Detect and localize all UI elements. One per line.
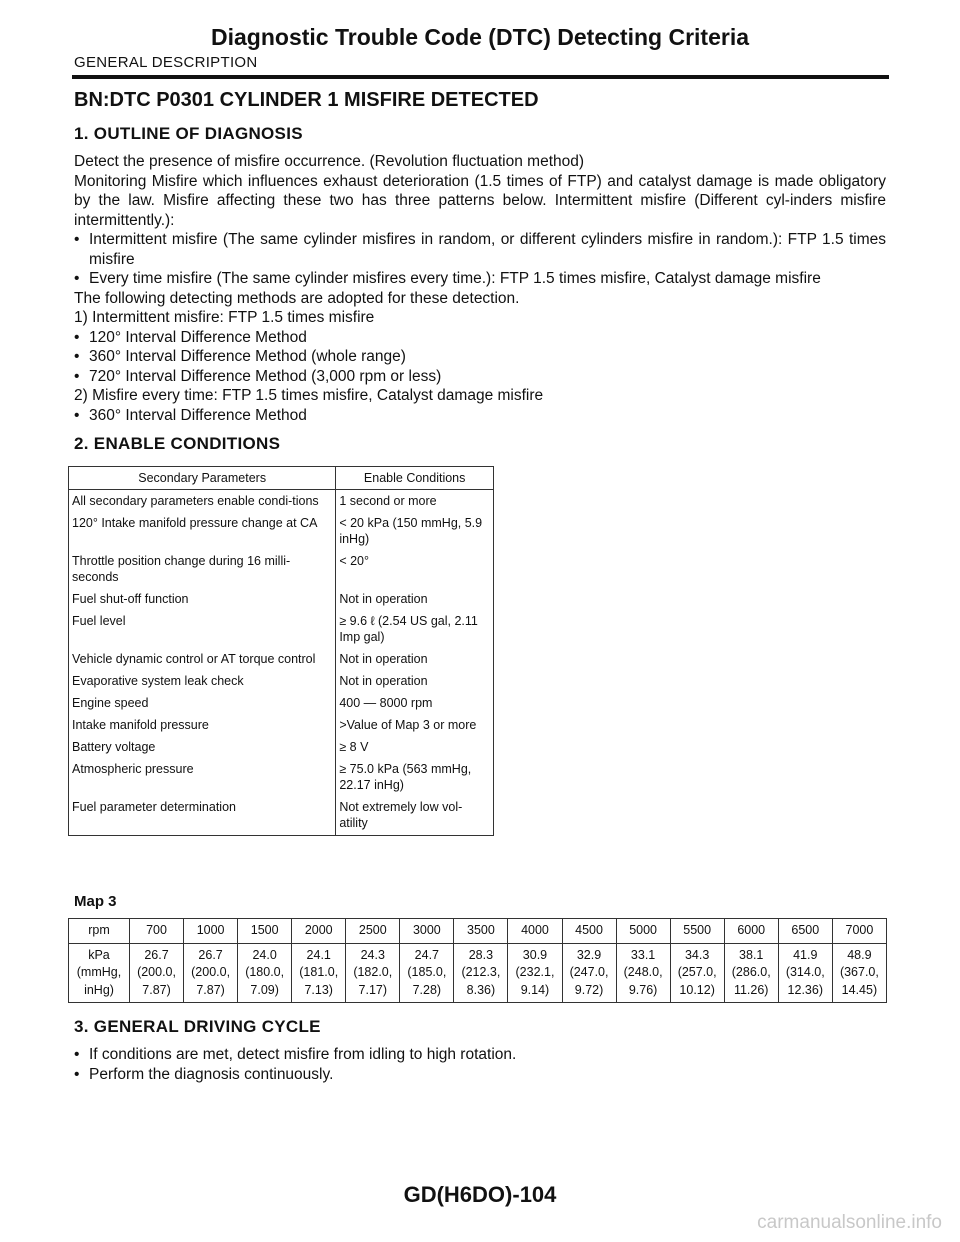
map3-rpm-cell: 7000: [832, 919, 886, 944]
map3-kpa-cell: 24.0 (180.0, 7.09): [238, 943, 292, 1003]
enable-row: [69, 551, 494, 589]
enable-param-cell: All secondary parameters enable condi-tions: [69, 490, 336, 514]
map3-rpm-row: [69, 919, 887, 944]
map3-label: Map 3: [74, 893, 117, 910]
enable-condition-cell: < 20°: [336, 551, 494, 589]
outline-bullet: [74, 269, 886, 289]
enable-param-cell: Vehicle dynamic control or AT torque control: [69, 649, 336, 671]
enable-row: [69, 737, 494, 759]
enable-param-cell: Fuel parameter determination: [69, 797, 336, 836]
outline-heading: 1. OUTLINE OF DIAGNOSIS: [74, 124, 303, 143]
bullet-dot: •: [74, 328, 80, 346]
map3-rpm-cell: 2500: [346, 919, 400, 944]
map3-rpm-cell: 1500: [238, 919, 292, 944]
enable-row: [69, 797, 494, 836]
map3-kpa-cell: 26.7 (200.0, 7.87): [130, 943, 184, 1003]
map3-kpa-row: [69, 943, 887, 1003]
dtc-title: BN:DTC P0301 CYLINDER 1 MISFIRE DETECTED: [74, 89, 539, 111]
enable-row: [69, 759, 494, 797]
enable-param-cell: 120° Intake manifold pressure change at CA: [69, 513, 336, 551]
enable-condition-cell: Not in operation: [336, 649, 494, 671]
map3-kpa-cell: 33.1 (248.0, 9.76): [616, 943, 670, 1003]
outline-paragraph: Monitoring Misfire which influences exhaust deterioration (1.5 times of FTP) and catalyst damage is made obligatory by the law. Misfire affecting these two has three patterns below. Intermittent misfire (Different cyl-inders misfire intermittently.):: [74, 172, 886, 229]
outline-paragraph: Detect the presence of misfire occurrence. (Revolution fluctuation method): [74, 153, 585, 170]
map3-rpm-cell: 3500: [454, 919, 508, 944]
enable-condition-cell: 400 — 8000 rpm: [336, 693, 494, 715]
driving-cycle-body: [74, 1045, 886, 1084]
bullet-dot: •: [74, 270, 80, 287]
enable-row: [69, 490, 494, 514]
map3-kpa-cell: 30.9 (232.1, 9.14): [508, 943, 562, 1003]
map3-kpa-cell: 24.1 (181.0, 7.13): [292, 943, 346, 1003]
map3-rpm-cell: 4000: [508, 919, 562, 944]
outline-bullet: [74, 406, 886, 426]
enable-param-cell: Fuel level: [69, 611, 336, 649]
enable-param-cell: Engine speed: [69, 693, 336, 715]
map3-kpa-cell: 28.3 (212.3, 8.36): [454, 943, 508, 1003]
outline-paragraph: 2) Misfire every time: FTP 1.5 times misfire, Catalyst damage misfire: [74, 387, 544, 404]
enable-condition-cell: ≥ 75.0 kPa (563 mmHg, 22.17 inHg): [336, 759, 494, 797]
map3-table: [68, 918, 887, 1003]
enable-param-cell: Atmospheric pressure: [69, 759, 336, 797]
map3-rpm-cell: 4500: [562, 919, 616, 944]
map3-rpm-label: rpm: [69, 919, 130, 944]
outline-bullet-text: Intermittent misfire (The same cylinder misfires in random, or different cylinders misfire in random.): FTP 1.5 times misfire: [89, 231, 886, 268]
bullet-dot: •: [74, 1046, 80, 1063]
driving-cycle-bullet-text: If conditions are met, detect misfire from idling to high rotation.: [89, 1046, 517, 1063]
driving-cycle-bullet: [74, 1045, 886, 1065]
driving-cycle-heading: 3. GENERAL DRIVING CYCLE: [74, 1017, 321, 1036]
outline-body: [74, 152, 886, 425]
bullet-dot: •: [74, 1065, 80, 1083]
enable-condition-cell: Not in operation: [336, 671, 494, 693]
map3-kpa-cell: 24.3 (182.0, 7.17): [346, 943, 400, 1003]
outline-bullet-text: 360° Interval Difference Method (whole range): [89, 348, 406, 365]
map3-rpm-cell: 700: [130, 919, 184, 944]
bullet-dot: •: [74, 348, 80, 365]
map3-kpa-cell: 24.7 (185.0, 7.28): [400, 943, 454, 1003]
outline-bullet-text: 120° Interval Difference Method: [89, 328, 307, 346]
enable-row: [69, 611, 494, 649]
enable-row: [69, 589, 494, 611]
outline-paragraph: The following detecting methods are adopted for these detection.: [74, 289, 520, 307]
map3-rpm-cell: 6500: [778, 919, 832, 944]
map3-kpa-label: kPa (mmHg, inHg): [69, 943, 130, 1003]
map3-rpm-cell: 1000: [184, 919, 238, 944]
enable-condition-cell: 1 second or more: [336, 490, 494, 514]
map3-kpa-cell: 41.9 (314.0, 12.36): [778, 943, 832, 1003]
page-header-title: Diagnostic Trouble Code (DTC) Detecting Criteria: [211, 24, 749, 50]
map3-kpa-cell: 32.9 (247.0, 9.72): [562, 943, 616, 1003]
driving-cycle-bullet: [74, 1065, 886, 1085]
outline-bullet-text: 720° Interval Difference Method (3,000 rpm or less): [89, 367, 442, 385]
map3-rpm-cell: 2000: [292, 919, 346, 944]
enable-param-cell: Battery voltage: [69, 737, 336, 759]
map3-rpm-cell: 5000: [616, 919, 670, 944]
enable-param-cell: Evaporative system leak check: [69, 671, 336, 693]
enable-param-cell: Intake manifold pressure: [69, 715, 336, 737]
enable-condition-cell: < 20 kPa (150 mmHg, 5.9 inHg): [336, 513, 494, 551]
outline-bullet-text: Every time misfire (The same cylinder misfires every time.): FTP 1.5 times misfire, Catalyst damage misfire: [89, 270, 821, 287]
enable-row: [69, 715, 494, 737]
map3-rpm-cell: 3000: [400, 919, 454, 944]
enable-row: [69, 649, 494, 671]
outline-bullet-text: 360° Interval Difference Method: [89, 406, 307, 424]
outline-bullet: [74, 347, 886, 367]
bullet-dot: •: [74, 367, 80, 385]
bullet-dot: •: [74, 231, 80, 248]
map3-kpa-cell: 38.1 (286.0, 11.26): [724, 943, 778, 1003]
outline-paragraph: 1) Intermittent misfire: FTP 1.5 times misfire: [74, 309, 375, 326]
driving-cycle-bullet-text: Perform the diagnosis continuously.: [89, 1065, 334, 1083]
enable-condition-cell: Not extremely low vol-atility: [336, 797, 494, 836]
map3-kpa-cell: 48.9 (367.0, 14.45): [832, 943, 886, 1003]
enable-condition-cell: ≥ 9.6 ℓ (2.54 US gal, 2.11 Imp gal): [336, 611, 494, 649]
enable-condition-cell: ≥ 8 V: [336, 737, 494, 759]
page-number: GD(H6DO)-104: [403, 1182, 557, 1207]
enable-condition-cell: >Value of Map 3 or more: [336, 715, 494, 737]
enable-condition-cell: Not in operation: [336, 589, 494, 611]
map3-rpm-cell: 6000: [724, 919, 778, 944]
enable-row: [69, 513, 494, 551]
watermark-text: carmanualsonline.info: [757, 1212, 942, 1233]
enable-param-cell: Fuel shut-off function: [69, 589, 336, 611]
outline-bullet: [74, 328, 886, 348]
map3-kpa-cell: 26.7 (200.0, 7.87): [184, 943, 238, 1003]
outline-bullet: [74, 230, 886, 269]
map3-kpa-cell: 34.3 (257.0, 10.12): [670, 943, 724, 1003]
enable-heading: 2. ENABLE CONDITIONS: [74, 434, 281, 453]
outline-bullet: [74, 367, 886, 387]
enable-col-header-params: Secondary Parameters: [69, 467, 336, 490]
header-divider: [72, 75, 889, 79]
enable-row: [69, 671, 494, 693]
map3-rpm-cell: 5500: [670, 919, 724, 944]
enable-param-cell: Throttle position change during 16 milli-seconds: [69, 551, 336, 589]
enable-row: [69, 693, 494, 715]
enable-col-header-conditions: Enable Conditions: [336, 467, 494, 490]
page-header-section: GENERAL DESCRIPTION: [74, 54, 258, 71]
bullet-dot: •: [74, 406, 80, 424]
enable-conditions-table: [68, 466, 494, 836]
